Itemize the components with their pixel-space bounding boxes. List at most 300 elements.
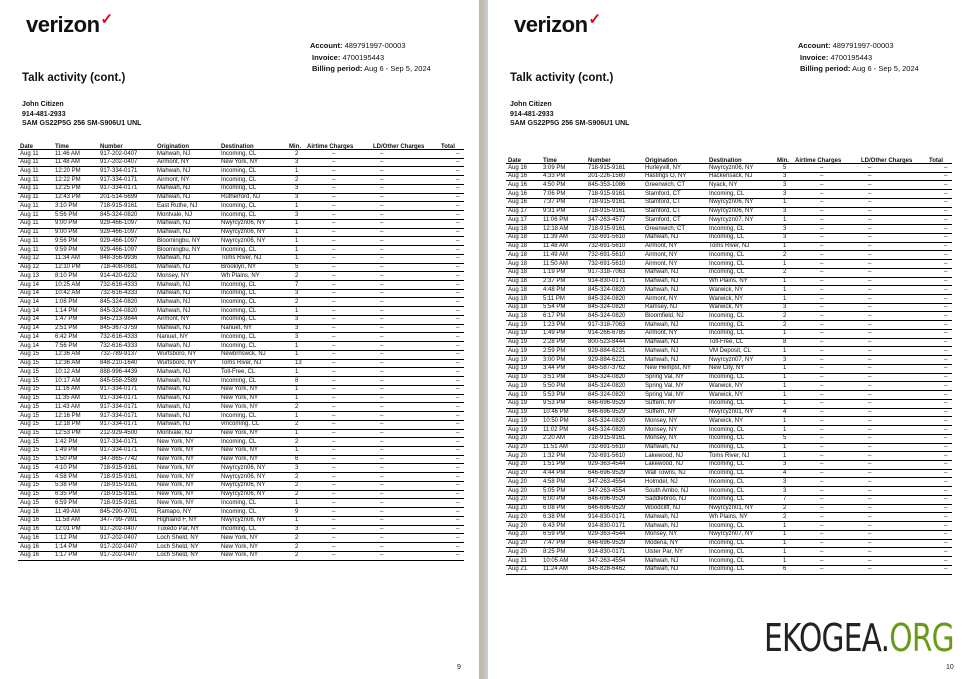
table-cell: –	[820, 531, 824, 538]
table-cell: 5:11 PM	[543, 295, 565, 302]
table-cell: Mahwah, NJ	[645, 444, 679, 450]
table-cell: 3	[295, 185, 299, 192]
table-cell: –	[456, 264, 460, 271]
table-cell: –	[380, 281, 384, 288]
table-cell: –	[380, 473, 384, 480]
table-cell: –	[868, 208, 872, 215]
table-cell: –	[456, 159, 460, 166]
table-cell: 12:43 PM	[55, 194, 81, 201]
table-cell: –	[868, 356, 872, 363]
table-cell: –	[944, 312, 948, 319]
table-cell: Incoming, CL	[709, 321, 745, 328]
table-cell: Airmont, NY	[157, 316, 190, 323]
table-row	[18, 377, 464, 386]
table-cell: 646-696-9529	[588, 409, 626, 416]
table-cell: Mahwah, NJ	[157, 325, 191, 332]
table-cell: 3	[295, 159, 299, 166]
table-row	[506, 295, 952, 304]
checkmark-icon: ✓	[100, 11, 113, 28]
table-cell: 2	[783, 269, 787, 276]
table-cell: Mahwah, NJ	[157, 264, 191, 271]
table-cell: 888-996-4439	[100, 368, 138, 375]
table-cell: 646-696-9529	[588, 470, 626, 477]
table-cell: 7:47 PM	[543, 540, 566, 547]
table-cell: Greenwich, CT	[645, 181, 686, 188]
table-cell: –	[820, 452, 824, 459]
table-cell: Mahwah, NJ	[157, 290, 191, 297]
table-cell: –	[380, 246, 384, 253]
table-cell: 1	[783, 531, 787, 538]
table-cell: Mahwah, NJ	[645, 321, 679, 328]
table-cell: Aug 18	[508, 286, 528, 293]
table-cell: –	[456, 255, 460, 262]
table-cell: 845-353-1086	[588, 181, 626, 188]
table-cell: 917-202-0407	[100, 526, 138, 533]
table-cell: Aug 15	[20, 386, 40, 393]
column-header: Destination	[709, 157, 742, 164]
table-cell: –	[332, 150, 336, 157]
table-cell: 1	[783, 540, 787, 547]
table-cell: Modena, NY	[645, 540, 679, 547]
table-cell: Aug 13	[20, 272, 40, 279]
table-cell: –	[456, 307, 460, 314]
table-cell: 9:00 PM	[55, 220, 78, 227]
table-cell: 3	[783, 356, 787, 363]
table-cell: Incoming, CL	[709, 426, 745, 433]
table-cell: –	[380, 272, 384, 279]
table-cell: –	[380, 360, 384, 367]
table-cell: 2	[295, 491, 299, 498]
table-cell: Aug 15	[20, 447, 40, 454]
table-cell: 2	[295, 552, 299, 559]
table-cell: –	[868, 321, 872, 328]
table-cell: –	[868, 566, 872, 573]
table-cell: –	[868, 164, 872, 171]
table-cell: –	[868, 286, 872, 293]
table-row	[506, 417, 952, 426]
table-cell: –	[380, 325, 384, 332]
table-cell: Aug 18	[508, 295, 528, 302]
table-cell: Mahwah, NJ	[157, 229, 191, 236]
table-cell: Montvale, NJ	[157, 430, 193, 436]
table-cell: 11:50 AM	[543, 260, 568, 267]
table-cell: Aug 21	[508, 566, 528, 573]
table-cell: Aug 11	[20, 194, 39, 201]
table-cell: New York, NY	[157, 464, 195, 471]
table-cell: 718-915-9161	[100, 482, 138, 489]
table-cell: –	[332, 290, 336, 297]
table-cell: Mahwah, NJ	[645, 356, 679, 363]
table-cell: New York, NY	[157, 482, 195, 489]
table-cell: 6:43 PM	[543, 522, 566, 529]
table-cell: –	[868, 312, 872, 319]
table-cell: –	[868, 181, 872, 188]
table-cell: Nwyrcyzn06, NY	[221, 229, 266, 236]
table-cell: 1	[783, 260, 787, 267]
invoice-label: Invoice:	[800, 52, 829, 62]
table-cell: –	[456, 298, 460, 305]
table-row	[506, 243, 952, 252]
table-cell: Airmont, NY	[645, 295, 678, 302]
table-cell: Incoming, CL	[709, 330, 745, 337]
table-row	[18, 150, 464, 159]
table-cell: –	[868, 444, 872, 450]
table-cell: 3	[783, 173, 787, 180]
table-cell: Incoming, CL	[709, 234, 745, 241]
table-cell: Mahwah, NJ	[645, 566, 679, 573]
table-cell: Aug 16	[508, 181, 528, 188]
table-cell: 2:20 AM	[543, 435, 566, 442]
table-cell: 1	[295, 368, 299, 375]
table-cell: 1	[783, 374, 787, 381]
table-cell: 2:51 PM	[55, 325, 78, 332]
device-plan: SAM GS22P5G 256 SM-S906U1 UNL	[510, 120, 630, 127]
table-cell: 845-213-9844	[100, 316, 138, 323]
table-row	[506, 400, 952, 409]
table-cell: Mahwah, NJ	[645, 234, 679, 241]
table-cell: 3:10 PM	[55, 202, 78, 209]
table-cell: 845-587-3762	[588, 365, 626, 372]
table-cell: Mahwah, NJ	[157, 150, 191, 157]
table-cell: 2:37 PM	[543, 278, 566, 285]
table-cell: Aug 14	[20, 342, 40, 349]
table-cell: –	[380, 456, 384, 463]
table-cell: 1	[783, 522, 787, 529]
table-cell: 718-915-9161	[100, 491, 138, 498]
table-cell: Aug 20	[508, 548, 528, 555]
table-cell: –	[868, 496, 872, 503]
table-row	[18, 185, 464, 194]
table-cell: –	[944, 321, 948, 328]
table-cell: –	[332, 395, 336, 402]
table-row	[506, 470, 952, 479]
column-header: Total	[441, 143, 455, 150]
table-cell: Aug 14	[20, 325, 40, 332]
table-cell: New York, NY	[221, 456, 259, 463]
table-cell: 800-523-8444	[588, 339, 626, 346]
table-cell: 917-202-0407	[100, 543, 138, 550]
table-cell: Newbrnswck, NJ	[221, 351, 266, 358]
table-cell: –	[820, 199, 824, 206]
table-cell: 8:10 PM	[55, 272, 78, 279]
table-cell: –	[332, 307, 336, 314]
table-cell: 4:48 PM	[543, 286, 566, 293]
table-cell: Aug 20	[508, 470, 528, 477]
column-header: Date	[20, 143, 34, 150]
table-cell: –	[820, 496, 824, 503]
table-cell: 3:00 PM	[543, 356, 566, 363]
table-row	[506, 382, 952, 391]
table-cell: –	[332, 316, 336, 323]
table-cell: –	[820, 548, 824, 555]
table-cell: 2	[295, 150, 299, 157]
table-cell: –	[944, 496, 948, 503]
table-cell: Woodcliff, NJ	[645, 505, 681, 512]
table-cell: 4:44 PM	[543, 470, 566, 477]
table-cell: 914-830-0171	[588, 548, 626, 555]
table-cell: –	[820, 339, 824, 346]
table-row	[506, 513, 952, 522]
table-cell: Incoming, CL	[221, 185, 257, 192]
table-cell: Airmont, NY	[157, 159, 190, 166]
table-cell: 7:56 PM	[55, 342, 78, 349]
table-cell: 10:17 AM	[55, 377, 81, 384]
table-cell: 1:12 PM	[55, 534, 78, 541]
table-cell: 732-616-4333	[100, 290, 138, 297]
table-cell: 1	[783, 347, 787, 354]
table-cell: 1	[783, 295, 787, 302]
table-cell: Mahwah, NJ	[645, 339, 679, 346]
page-separator	[479, 0, 488, 679]
table-cell: 1	[783, 278, 787, 285]
table-cell: –	[332, 194, 336, 201]
table-cell: Aug 20	[508, 505, 528, 512]
column-header: Origination	[645, 157, 677, 164]
table-cell: Mahwah, NJ	[157, 281, 191, 288]
table-cell: 7:37 PM	[543, 199, 566, 206]
table-cell: Toms River, NJ	[709, 452, 750, 459]
table-cell: –	[820, 181, 824, 188]
table-cell: Wall Towns, NJ	[645, 470, 686, 477]
table-cell: Incoming, CL	[709, 312, 745, 319]
table-cell: Aug 11	[20, 150, 39, 157]
table-cell: 845-324-0820	[588, 382, 626, 389]
table-cell: –	[456, 543, 460, 550]
table-cell: –	[868, 470, 872, 477]
table-cell: –	[944, 452, 948, 459]
table-cell: 5:53 PM	[543, 391, 566, 398]
table-cell: 11:48 AM	[55, 159, 80, 166]
table-cell: 9:53 PM	[543, 400, 566, 407]
table-cell: Nwyrcyzn06, NY	[221, 473, 266, 480]
table-cell: 914-830-0171	[588, 513, 626, 520]
table-cell: 732-691-5610	[588, 251, 626, 258]
table-cell: 1:14 PM	[55, 543, 78, 550]
table-cell: Nwyrcyzn07, NY	[709, 531, 754, 538]
table-cell: –	[820, 444, 824, 450]
table-row	[506, 269, 952, 278]
table-cell: –	[944, 426, 948, 433]
table-cell: New York, NY	[157, 456, 195, 463]
table-cell: 1	[295, 237, 299, 244]
table-cell: –	[944, 347, 948, 354]
table-cell: –	[380, 298, 384, 305]
table-cell: New York, NY	[221, 447, 259, 454]
table-cell: –	[380, 351, 384, 358]
table-cell: Greenwich, CT	[645, 225, 686, 232]
table-cell: 917-202-0407	[100, 159, 138, 166]
table-cell: 1:32 PM	[543, 452, 566, 459]
table-cell: 2	[295, 543, 299, 550]
table-cell: Aug 16	[508, 173, 528, 180]
table-cell: –	[456, 552, 460, 559]
table-cell: 845-324-0820	[588, 286, 626, 293]
table-cell: 347-263-4554	[588, 487, 626, 494]
table-cell: Nanuet, NY	[221, 325, 253, 332]
table-cell: –	[868, 225, 872, 232]
table-cell: Aug 11	[20, 185, 39, 192]
table-row	[506, 278, 952, 287]
column-header: Time	[543, 157, 557, 164]
table-cell: Incoming, CL	[221, 499, 257, 506]
table-cell: Aug 19	[508, 321, 528, 328]
table-cell: Saddlebroo, NJ	[645, 496, 687, 503]
table-cell: Aug 19	[508, 374, 528, 381]
table-cell: Aug 18	[508, 251, 528, 258]
table-row	[506, 356, 952, 365]
table-row	[506, 208, 952, 217]
table-cell: 646-696-9529	[588, 496, 626, 503]
table-cell: –	[456, 150, 460, 157]
table-row	[18, 508, 464, 517]
table-cell: Ulster Par, NY	[645, 548, 684, 555]
table-cell: 10:25 AM	[55, 281, 81, 288]
table-cell: –	[332, 272, 336, 279]
table-cell: Bloomingbu, NY	[157, 246, 201, 253]
table-cell: 11:24 AM	[543, 566, 568, 573]
customer-phone: 914-481-2933	[510, 110, 554, 118]
table-cell: Aug 20	[508, 487, 528, 494]
table-cell: –	[456, 316, 460, 323]
table-cell: –	[868, 260, 872, 267]
table-cell: 1	[783, 243, 787, 250]
table-cell: 11:49 AM	[543, 251, 568, 258]
table-cell: 12:10 PM	[55, 264, 81, 271]
table-cell: 12:53 PM	[55, 430, 81, 436]
table-row	[506, 461, 952, 470]
table-cell: –	[944, 531, 948, 538]
table-cell: Monsey, NY	[645, 531, 678, 538]
table-cell: 11:46 AM	[55, 150, 80, 157]
table-cell: Aug 20	[508, 452, 528, 459]
table-cell: –	[380, 211, 384, 218]
table-row	[506, 540, 952, 549]
table-cell: 3	[783, 304, 787, 311]
table-cell: Monsey, NY	[645, 417, 678, 424]
invoice-number: 4700195443	[342, 52, 385, 62]
table-cell: –	[456, 403, 460, 410]
table-cell: Nwyrcyzn06, NY	[709, 164, 754, 171]
table-cell: 1	[295, 395, 299, 402]
table-cell: 10:05 AM	[543, 557, 569, 564]
table-cell: –	[380, 194, 384, 201]
table-cell: –	[332, 325, 336, 332]
table-cell: –	[332, 412, 336, 419]
table-cell: –	[332, 342, 336, 349]
table-cell: 7:06 PM	[543, 190, 566, 197]
table-cell: 914-830-0171	[588, 522, 626, 529]
table-cell: 1	[783, 391, 787, 398]
table-cell: Aug 14	[20, 333, 40, 340]
table-cell: –	[456, 246, 460, 253]
table-cell: 917-202-0407	[100, 552, 138, 559]
table-cell: 3	[295, 211, 299, 218]
table-cell: 11:43 AM	[55, 403, 80, 410]
table-cell: 845-367-3759	[100, 325, 138, 332]
account-info	[798, 40, 919, 75]
column-header: LD/Other Charges	[861, 157, 913, 164]
table-cell: 5	[783, 164, 787, 171]
table-row	[506, 234, 952, 243]
table-cell: 12:36 AM	[55, 351, 81, 358]
table-cell: Incoming, CL	[709, 435, 745, 442]
table-cell: Toll-Free, CL	[221, 368, 256, 375]
table-cell: –	[820, 321, 824, 328]
table-cell: –	[380, 412, 384, 419]
account-number: 489791997-00003	[344, 41, 406, 50]
table-cell: –	[332, 473, 336, 480]
table-cell: Nwyrcyzn06, NY	[221, 220, 266, 227]
table-cell: Aug 19	[508, 426, 528, 433]
table-cell: –	[820, 461, 824, 468]
table-cell: 2	[783, 513, 787, 520]
table-row	[18, 194, 464, 203]
table-cell: –	[944, 374, 948, 381]
watermark-logo: EKOGEA.ORG	[764, 616, 954, 660]
table-cell: Aug 18	[508, 243, 528, 250]
table-cell: –	[456, 430, 460, 436]
table-row	[18, 333, 464, 342]
table-cell: New York, NY	[157, 438, 195, 445]
table-cell: 2	[295, 176, 299, 183]
table-cell: 5:54 PM	[543, 304, 566, 311]
table-cell: 1	[295, 517, 299, 524]
table-cell: Mahwah, NJ	[157, 167, 191, 174]
table-cell: 347-799-7991	[100, 517, 138, 524]
table-row	[506, 409, 952, 418]
table-cell: Aug 17	[508, 208, 528, 215]
table-cell: 347-263-4577	[588, 216, 626, 223]
table-row	[18, 229, 464, 238]
table-cell: Incoming, CL	[221, 307, 257, 314]
talk-activity-table	[18, 143, 464, 561]
table-cell: –	[868, 330, 872, 337]
table-cell: –	[944, 548, 948, 555]
table-row	[506, 321, 952, 330]
table-cell: Incoming, CL	[709, 522, 745, 529]
table-cell: –	[944, 225, 948, 232]
table-cell: Aug 20	[508, 513, 528, 520]
table-cell: –	[380, 202, 384, 209]
table-cell: 1:50 PM	[55, 456, 78, 463]
table-cell: Incoming, CL	[709, 225, 745, 232]
table-cell: Incoming, CL	[709, 251, 745, 258]
table-cell: 3	[783, 190, 787, 197]
table-cell: –	[380, 237, 384, 244]
table-cell: –	[332, 246, 336, 253]
table-cell: Aug 16	[508, 190, 528, 197]
table-cell: Aug 11	[20, 246, 39, 253]
table-cell: Aug 19	[508, 330, 528, 337]
table-cell: –	[456, 342, 460, 349]
table-cell: Incoming, CL	[221, 290, 257, 297]
table-row	[506, 531, 952, 540]
table-cell: Suffern, NY	[645, 400, 676, 407]
table-cell: 929-466-1097	[100, 237, 138, 244]
table-row	[18, 438, 464, 447]
table-cell: Incoming, CL	[221, 526, 257, 533]
table-cell: 845-290-9701	[100, 508, 138, 515]
table-row	[506, 435, 952, 444]
table-cell: 3	[295, 325, 299, 332]
table-cell: –	[944, 356, 948, 363]
verizon-logo: verizon✓	[514, 11, 601, 37]
table-row	[506, 496, 952, 505]
table-cell: 732-691-5610	[588, 234, 626, 241]
table-cell: 917-318-7063	[588, 321, 626, 328]
verizon-logo: verizon✓	[26, 11, 113, 37]
table-cell: 845-324-0820	[588, 304, 626, 311]
